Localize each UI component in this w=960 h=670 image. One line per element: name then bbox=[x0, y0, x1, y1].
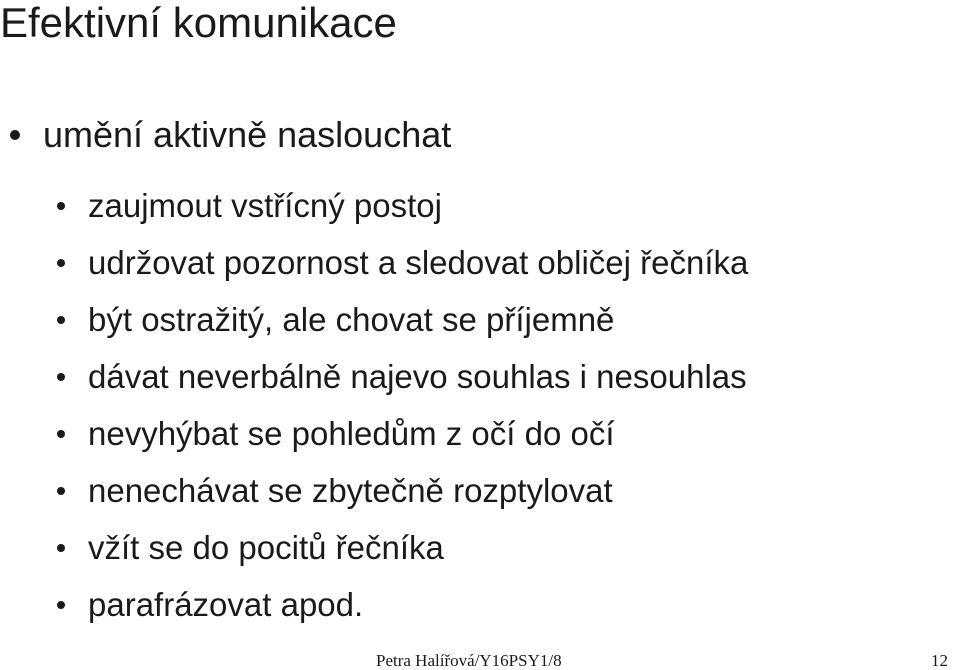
bullet-dot-icon bbox=[57, 601, 65, 609]
sub-bullet-text: vžít se do pocitů řečníka bbox=[88, 528, 444, 566]
sub-bullet-item bbox=[57, 291, 748, 348]
bullet-dot-icon bbox=[57, 202, 65, 210]
bullet-dot-icon bbox=[10, 130, 20, 140]
sub-bullet-text: být ostražitý, ale chovat se příjemně bbox=[88, 300, 615, 338]
sub-bullet-text: dávat neverbálně najevo souhlas i nesouhlas bbox=[88, 357, 747, 395]
sub-bullet-item bbox=[57, 405, 748, 462]
sub-bullet-item bbox=[57, 576, 748, 633]
footer-author-course: Petra Halířová/Y16PSY1/8 bbox=[376, 651, 562, 670]
sub-bullet-list bbox=[57, 177, 748, 633]
bullet-dot-icon bbox=[57, 373, 65, 381]
page-number: 12 bbox=[931, 651, 948, 670]
sub-bullet-text: nevyhýbat se pohledům z očí do očí bbox=[88, 414, 615, 452]
sub-bullet-text: parafrázovat apod. bbox=[88, 585, 364, 623]
slide-title: Efektivní komunikace bbox=[0, 0, 397, 46]
sub-bullet-item bbox=[57, 348, 748, 405]
bullet-dot-icon bbox=[57, 259, 65, 267]
sub-bullet-text: nenechávat se zbytečně rozptylovat bbox=[88, 471, 613, 509]
bullet-dot-icon bbox=[57, 430, 65, 438]
sub-bullet-item bbox=[57, 177, 748, 234]
main-bullet bbox=[10, 112, 451, 158]
sub-bullet-text: udržovat pozornost a sledovat obličej řečníka bbox=[88, 243, 749, 281]
sub-bullet-text: zaujmout vstřícný postoj bbox=[88, 186, 442, 224]
sub-bullet-item bbox=[57, 234, 748, 291]
bullet-dot-icon bbox=[57, 316, 65, 324]
main-bullet-text: umění aktivně naslouchat bbox=[43, 114, 452, 155]
sub-bullet-item bbox=[57, 462, 748, 519]
sub-bullet-item bbox=[57, 519, 748, 576]
bullet-dot-icon bbox=[57, 487, 65, 495]
bullet-dot-icon bbox=[57, 544, 65, 552]
